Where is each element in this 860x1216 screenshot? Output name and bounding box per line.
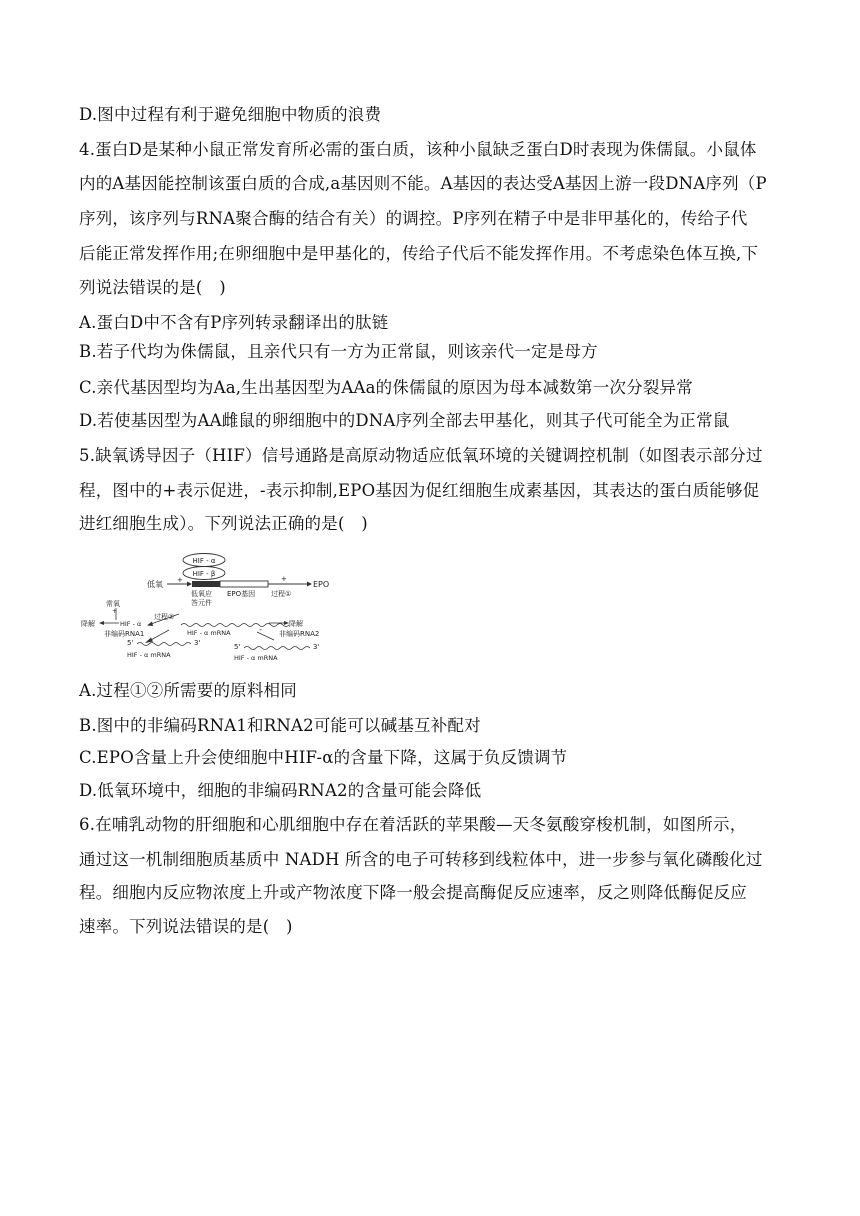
left-mrna-label: HIF - α mRNA xyxy=(127,651,171,659)
epo-gene-box xyxy=(220,581,268,587)
epo-label: EPO xyxy=(313,580,330,589)
normal-oxygen-label: 常氧 xyxy=(106,600,120,608)
option-d-q5: D.低氧环境中，细胞的非编码RNA2的含量可能会降低 xyxy=(79,781,482,800)
question-4-line-5: 列说法错误的是( ) xyxy=(79,278,226,297)
hif-alpha-label: HIF - α xyxy=(192,557,216,565)
question-6-line-4: 速率。下列说法错误的是( ) xyxy=(79,917,293,936)
option-a-q5: A.过程①②所需要的原料相同 xyxy=(79,681,297,700)
degrade-left-label: 降解 xyxy=(81,620,95,628)
option-c-q5: C.EPO含量上升会使细胞中HIF-α的含量下降，这属于负反馈调节 xyxy=(79,748,568,767)
ncrna2-label: 非编码RNA2 xyxy=(279,630,320,638)
question-5-line-3: 进红细胞生成）。下列说法正确的是( ) xyxy=(79,514,368,533)
right-mrna-wave xyxy=(244,647,310,650)
right-mrna-label: HIF - α mRNA xyxy=(234,654,278,662)
option-a-q4: A.蛋白D中不含有P序列转录翻译出的肽链 xyxy=(79,313,389,332)
question-5-line-1: 5.缺氧诱导因子（HIF）信号通路是高原动物适应低氧环境的关键调控机制（如图表示部分过 xyxy=(79,446,763,465)
degrade-right-label: 降解 xyxy=(289,620,303,628)
option-b-q5: B.图中的非编码RNA1和RNA2可能可以碱基互补配对 xyxy=(79,716,481,735)
option-c-q4: C.亲代基因型均为Aa,生出基因型为AAa的侏儒鼠的原因为母本减数第一次分裂异常 xyxy=(79,378,693,397)
plus-sign-2: + xyxy=(281,575,287,583)
low-oxygen-label: 低氧 xyxy=(147,580,163,589)
mid-mrna-label: HIF - α mRNA xyxy=(187,629,231,637)
process1-label: 过程① xyxy=(271,590,292,598)
prime5-left: 5' xyxy=(127,639,134,647)
option-d-q3: D.图中过程有利于避免细胞中物质的浪费 xyxy=(79,105,382,124)
question-4-line-1: 4.蛋白D是某种小鼠正常发育所必需的蛋白质，该种小鼠缺乏蛋白D时表现为侏儒鼠。小鼠体 xyxy=(79,140,757,159)
question-4-line-2: 内的A基因能控制该蛋白质的合成,a基因则不能。A基因的表达受A基因上游一段DNA序列（P xyxy=(79,174,767,193)
question-5-line-2: 程，图中的+表示促进，-表示抑制,EPO基因为促红细胞生成素基因，其表达的蛋白质能够促 xyxy=(79,481,760,500)
minus-sign: - xyxy=(259,625,262,634)
ncrna1-label: 非编码RNA1 xyxy=(104,630,145,638)
inhibit-left-arrow xyxy=(149,630,169,641)
plus-sign-3: + xyxy=(112,608,118,615)
question-6-line-3: 程。细胞内反应物浓度上升或产物浓度下降一般会提高酶促反应速率，反之则降低酶促反应 xyxy=(79,883,747,902)
prime3-left: 3' xyxy=(194,639,201,647)
element-label-1: 低氧应 xyxy=(191,590,212,598)
question-4-line-3: 序列，该序列与RNA聚合酶的结合有关）的调控。P序列在精子中是非甲基化的，传给子代 xyxy=(79,209,748,228)
element-label-2: 答元件 xyxy=(191,599,212,607)
prime5-right: 5' xyxy=(234,643,241,651)
option-b-q4: B.若子代均为侏儒鼠，且亲代只有一方为正常鼠，则该亲代一定是母方 xyxy=(79,342,598,361)
question-4-line-4: 后能正常发挥作用;在卵细胞中是甲基化的，传给子代后不能发挥作用。不考虑染色体互换,下 xyxy=(79,244,759,263)
process2-label: 过程② xyxy=(154,613,175,621)
response-element-box xyxy=(192,581,220,587)
prime3-right: 3' xyxy=(313,643,320,651)
mid-mrna-wave xyxy=(181,624,289,627)
question-6-line-1: 6.在哺乳动物的肝细胞和心肌细胞中存在着活跃的苹果酸—天冬氨酸穿梭机制，如图所示， xyxy=(79,815,747,834)
epo-gene-label: EPO基因 xyxy=(227,590,256,598)
question-6-line-2: 通过这一机制细胞质基质中 NADH 所含的电子可转移到线粒体中，进一步参与氧化磷酸化过 xyxy=(79,850,763,869)
plus-sign-1: + xyxy=(177,576,183,584)
hif-pathway-diagram xyxy=(79,548,369,666)
hif-alpha-small-label: HIF - α xyxy=(120,620,142,628)
option-d-q4: D.若使基因型为AA雌鼠的卵细胞中的DNA序列全部去甲基化，则其子代可能全为正常鼠 xyxy=(79,411,730,430)
inhibit-right-arrow xyxy=(257,632,274,640)
hif-beta-label: HIF - β xyxy=(192,570,216,578)
